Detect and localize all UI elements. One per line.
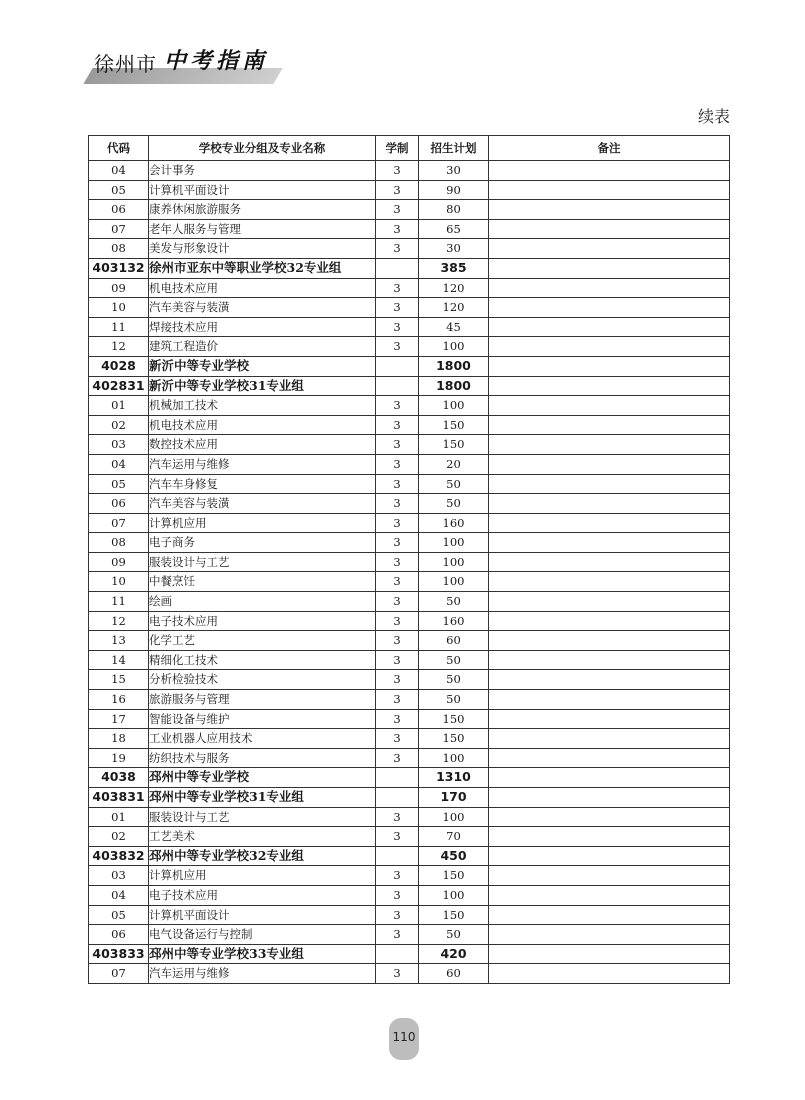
cell-note bbox=[489, 317, 730, 337]
cell-plan: 150 bbox=[419, 415, 489, 435]
cell-years: 3 bbox=[376, 885, 419, 905]
header-city: 徐州市 bbox=[94, 52, 157, 76]
cell-note bbox=[489, 219, 730, 239]
cell-code: 03 bbox=[89, 866, 149, 886]
cell-plan: 450 bbox=[419, 846, 489, 866]
cell-plan: 150 bbox=[419, 866, 489, 886]
cell-name: 服装设计与工艺 bbox=[149, 552, 376, 572]
cell-name: 旅游服务与管理 bbox=[149, 690, 376, 710]
table-row bbox=[89, 925, 730, 945]
cell-plan: 50 bbox=[419, 474, 489, 494]
cell-plan: 50 bbox=[419, 690, 489, 710]
cell-years: 3 bbox=[376, 337, 419, 357]
cell-name: 汽车美容与装潢 bbox=[149, 298, 376, 318]
cell-note bbox=[489, 180, 730, 200]
cell-name: 机电技术应用 bbox=[149, 415, 376, 435]
table-row bbox=[89, 317, 730, 337]
cell-note bbox=[489, 239, 730, 259]
cell-years: 3 bbox=[376, 592, 419, 612]
cell-code: 19 bbox=[89, 748, 149, 768]
cell-name: 汽车运用与维修 bbox=[149, 964, 376, 984]
table-row bbox=[89, 592, 730, 612]
table-row bbox=[89, 866, 730, 886]
cell-note bbox=[489, 376, 730, 396]
cell-note bbox=[489, 846, 730, 866]
cell-code: 403833 bbox=[89, 944, 149, 964]
cell-name: 服装设计与工艺 bbox=[149, 807, 376, 827]
table-row bbox=[89, 494, 730, 514]
cell-name: 计算机应用 bbox=[149, 866, 376, 886]
cell-note bbox=[489, 729, 730, 749]
cell-years: 3 bbox=[376, 161, 419, 181]
cell-note bbox=[489, 396, 730, 416]
cell-code: 08 bbox=[89, 239, 149, 259]
cell-years: 3 bbox=[376, 748, 419, 768]
cell-plan: 170 bbox=[419, 788, 489, 808]
table-row bbox=[89, 964, 730, 984]
cell-name: 化学工艺 bbox=[149, 631, 376, 651]
cell-plan: 30 bbox=[419, 239, 489, 259]
cell-years: 3 bbox=[376, 650, 419, 670]
cell-years: 3 bbox=[376, 533, 419, 553]
cell-years: 3 bbox=[376, 278, 419, 298]
cell-code: 11 bbox=[89, 317, 149, 337]
cell-plan: 100 bbox=[419, 572, 489, 592]
table-row bbox=[89, 298, 730, 318]
cell-plan: 100 bbox=[419, 807, 489, 827]
cell-note bbox=[489, 670, 730, 690]
table-row bbox=[89, 748, 730, 768]
cell-years: 3 bbox=[376, 513, 419, 533]
cell-plan: 1800 bbox=[419, 376, 489, 396]
cell-plan: 385 bbox=[419, 258, 489, 278]
cell-years bbox=[376, 356, 419, 376]
cell-note bbox=[489, 161, 730, 181]
cell-name: 计算机应用 bbox=[149, 513, 376, 533]
cell-name: 计算机平面设计 bbox=[149, 905, 376, 925]
cell-name: 绘画 bbox=[149, 592, 376, 612]
cell-code: 06 bbox=[89, 200, 149, 220]
table-row bbox=[89, 885, 730, 905]
column-header-name: 学校专业分组及专业名称 bbox=[149, 136, 376, 161]
cell-years bbox=[376, 846, 419, 866]
cell-code: 09 bbox=[89, 552, 149, 572]
cell-code: 01 bbox=[89, 396, 149, 416]
cell-years: 3 bbox=[376, 239, 419, 259]
cell-note bbox=[489, 748, 730, 768]
header-title: 中考指南 bbox=[164, 48, 269, 74]
cell-code: 01 bbox=[89, 807, 149, 827]
cell-plan: 100 bbox=[419, 748, 489, 768]
cell-years bbox=[376, 768, 419, 788]
cell-code: 14 bbox=[89, 650, 149, 670]
table-row bbox=[89, 572, 730, 592]
cell-plan: 50 bbox=[419, 925, 489, 945]
cell-code: 403132 bbox=[89, 258, 149, 278]
cell-note bbox=[489, 572, 730, 592]
cell-note bbox=[489, 415, 730, 435]
cell-years: 3 bbox=[376, 807, 419, 827]
table-row bbox=[89, 533, 730, 553]
cell-note bbox=[489, 611, 730, 631]
column-header-note: 备注 bbox=[489, 136, 730, 161]
cell-code: 09 bbox=[89, 278, 149, 298]
cell-code: 04 bbox=[89, 885, 149, 905]
cell-name: 电子商务 bbox=[149, 533, 376, 553]
table-header-row bbox=[89, 136, 730, 161]
cell-years: 3 bbox=[376, 396, 419, 416]
cell-note bbox=[489, 807, 730, 827]
cell-plan: 60 bbox=[419, 964, 489, 984]
cell-plan: 160 bbox=[419, 611, 489, 631]
cell-plan: 50 bbox=[419, 650, 489, 670]
cell-name: 汽车运用与维修 bbox=[149, 454, 376, 474]
cell-years: 3 bbox=[376, 866, 419, 886]
cell-plan: 100 bbox=[419, 885, 489, 905]
cell-years: 3 bbox=[376, 690, 419, 710]
table-group-row bbox=[89, 788, 730, 808]
cell-code: 07 bbox=[89, 964, 149, 984]
table-row bbox=[89, 435, 730, 455]
cell-code: 18 bbox=[89, 729, 149, 749]
cell-years: 3 bbox=[376, 474, 419, 494]
table-row bbox=[89, 690, 730, 710]
table-row bbox=[89, 454, 730, 474]
cell-plan: 100 bbox=[419, 552, 489, 572]
cell-years bbox=[376, 258, 419, 278]
column-header-plan: 招生计划 bbox=[419, 136, 489, 161]
table-row bbox=[89, 513, 730, 533]
table-row bbox=[89, 200, 730, 220]
cell-years: 3 bbox=[376, 905, 419, 925]
table-row bbox=[89, 650, 730, 670]
cell-plan: 150 bbox=[419, 435, 489, 455]
table-row bbox=[89, 219, 730, 239]
cell-years: 3 bbox=[376, 454, 419, 474]
cell-note bbox=[489, 885, 730, 905]
table-group-row bbox=[89, 846, 730, 866]
cell-years: 3 bbox=[376, 200, 419, 220]
cell-name: 新沂中等专业学校31专业组 bbox=[149, 376, 376, 396]
cell-name: 邳州中等专业学校31专业组 bbox=[149, 788, 376, 808]
cell-name: 机电技术应用 bbox=[149, 278, 376, 298]
cell-years: 3 bbox=[376, 729, 419, 749]
cell-name: 邳州中等专业学校 bbox=[149, 768, 376, 788]
table-row bbox=[89, 827, 730, 847]
cell-name: 电子技术应用 bbox=[149, 885, 376, 905]
cell-plan: 100 bbox=[419, 337, 489, 357]
cell-note bbox=[489, 337, 730, 357]
cell-note bbox=[489, 788, 730, 808]
cell-plan: 150 bbox=[419, 709, 489, 729]
table-row bbox=[89, 239, 730, 259]
table-group-row bbox=[89, 944, 730, 964]
cell-plan: 50 bbox=[419, 670, 489, 690]
cell-name: 电子技术应用 bbox=[149, 611, 376, 631]
cell-name: 邳州中等专业学校32专业组 bbox=[149, 846, 376, 866]
cell-years: 3 bbox=[376, 611, 419, 631]
table-body bbox=[89, 161, 730, 984]
cell-plan: 150 bbox=[419, 729, 489, 749]
cell-plan: 90 bbox=[419, 180, 489, 200]
cell-plan: 45 bbox=[419, 317, 489, 337]
cell-code: 02 bbox=[89, 827, 149, 847]
column-header-years: 学制 bbox=[376, 136, 419, 161]
cell-plan: 120 bbox=[419, 298, 489, 318]
cell-note bbox=[489, 513, 730, 533]
cell-name: 分析检验技术 bbox=[149, 670, 376, 690]
cell-name: 中餐烹饪 bbox=[149, 572, 376, 592]
cell-code: 05 bbox=[89, 180, 149, 200]
cell-plan: 100 bbox=[419, 533, 489, 553]
table-row bbox=[89, 905, 730, 925]
cell-note bbox=[489, 650, 730, 670]
cell-name: 会计事务 bbox=[149, 161, 376, 181]
cell-years bbox=[376, 376, 419, 396]
cell-plan: 50 bbox=[419, 494, 489, 514]
cell-note bbox=[489, 474, 730, 494]
cell-note bbox=[489, 592, 730, 612]
cell-code: 06 bbox=[89, 925, 149, 945]
cell-years bbox=[376, 944, 419, 964]
cell-name: 汽车车身修复 bbox=[149, 474, 376, 494]
cell-years: 3 bbox=[376, 415, 419, 435]
cell-years: 3 bbox=[376, 572, 419, 592]
table-group-row bbox=[89, 356, 730, 376]
continued-label: 续表 bbox=[697, 107, 730, 126]
cell-code: 04 bbox=[89, 161, 149, 181]
cell-name: 康养休闲旅游服务 bbox=[149, 200, 376, 220]
table-row bbox=[89, 631, 730, 651]
cell-code: 17 bbox=[89, 709, 149, 729]
cell-note bbox=[489, 866, 730, 886]
cell-name: 精细化工技术 bbox=[149, 650, 376, 670]
cell-note bbox=[489, 690, 730, 710]
cell-plan: 420 bbox=[419, 944, 489, 964]
cell-note bbox=[489, 258, 730, 278]
cell-code: 10 bbox=[89, 572, 149, 592]
cell-note bbox=[489, 356, 730, 376]
cell-years: 3 bbox=[376, 435, 419, 455]
cell-code: 04 bbox=[89, 454, 149, 474]
table-group-row bbox=[89, 376, 730, 396]
cell-code: 16 bbox=[89, 690, 149, 710]
cell-code: 03 bbox=[89, 435, 149, 455]
cell-note bbox=[489, 552, 730, 572]
cell-note bbox=[489, 944, 730, 964]
cell-name: 数控技术应用 bbox=[149, 435, 376, 455]
cell-code: 08 bbox=[89, 533, 149, 553]
cell-plan: 30 bbox=[419, 161, 489, 181]
column-header-code: 代码 bbox=[89, 136, 149, 161]
cell-plan: 65 bbox=[419, 219, 489, 239]
cell-note bbox=[489, 494, 730, 514]
table-group-row bbox=[89, 258, 730, 278]
cell-years: 3 bbox=[376, 709, 419, 729]
cell-code: 07 bbox=[89, 513, 149, 533]
cell-note bbox=[489, 533, 730, 553]
table-row bbox=[89, 729, 730, 749]
cell-name: 计算机平面设计 bbox=[149, 180, 376, 200]
cell-note bbox=[489, 200, 730, 220]
cell-years: 3 bbox=[376, 180, 419, 200]
cell-code: 4028 bbox=[89, 356, 149, 376]
table-row bbox=[89, 611, 730, 631]
book-header bbox=[88, 40, 288, 88]
cell-years: 3 bbox=[376, 827, 419, 847]
cell-note bbox=[489, 631, 730, 651]
table-row bbox=[89, 807, 730, 827]
cell-note bbox=[489, 964, 730, 984]
cell-plan: 1310 bbox=[419, 768, 489, 788]
cell-name: 美发与形象设计 bbox=[149, 239, 376, 259]
cell-years: 3 bbox=[376, 670, 419, 690]
table-group-row bbox=[89, 768, 730, 788]
enrollment-table bbox=[88, 135, 730, 984]
cell-note bbox=[489, 435, 730, 455]
table-row bbox=[89, 161, 730, 181]
table-row bbox=[89, 709, 730, 729]
cell-years: 3 bbox=[376, 317, 419, 337]
table-row bbox=[89, 552, 730, 572]
cell-years: 3 bbox=[376, 552, 419, 572]
cell-years: 3 bbox=[376, 219, 419, 239]
cell-years: 3 bbox=[376, 925, 419, 945]
cell-name: 焊接技术应用 bbox=[149, 317, 376, 337]
cell-code: 07 bbox=[89, 219, 149, 239]
cell-code: 13 bbox=[89, 631, 149, 651]
table-row bbox=[89, 278, 730, 298]
cell-plan: 120 bbox=[419, 278, 489, 298]
cell-note bbox=[489, 905, 730, 925]
cell-name: 汽车美容与装潢 bbox=[149, 494, 376, 514]
cell-name: 新沂中等专业学校 bbox=[149, 356, 376, 376]
cell-plan: 100 bbox=[419, 396, 489, 416]
cell-note bbox=[489, 454, 730, 474]
cell-name: 纺织技术与服务 bbox=[149, 748, 376, 768]
table-row bbox=[89, 415, 730, 435]
cell-note bbox=[489, 925, 730, 945]
cell-code: 05 bbox=[89, 905, 149, 925]
cell-name: 工业机器人应用技术 bbox=[149, 729, 376, 749]
cell-plan: 20 bbox=[419, 454, 489, 474]
table-row bbox=[89, 670, 730, 690]
cell-plan: 60 bbox=[419, 631, 489, 651]
cell-name: 徐州市亚东中等职业学校32专业组 bbox=[149, 258, 376, 278]
table-row bbox=[89, 396, 730, 416]
cell-years: 3 bbox=[376, 964, 419, 984]
cell-years bbox=[376, 788, 419, 808]
cell-plan: 1800 bbox=[419, 356, 489, 376]
cell-code: 05 bbox=[89, 474, 149, 494]
cell-note bbox=[489, 278, 730, 298]
cell-name: 智能设备与维护 bbox=[149, 709, 376, 729]
cell-code: 403831 bbox=[89, 788, 149, 808]
cell-plan: 80 bbox=[419, 200, 489, 220]
cell-note bbox=[489, 298, 730, 318]
cell-code: 4038 bbox=[89, 768, 149, 788]
cell-plan: 70 bbox=[419, 827, 489, 847]
cell-code: 15 bbox=[89, 670, 149, 690]
cell-code: 402831 bbox=[89, 376, 149, 396]
cell-name: 电气设备运行与控制 bbox=[149, 925, 376, 945]
cell-note bbox=[489, 827, 730, 847]
table-row bbox=[89, 474, 730, 494]
cell-name: 机械加工技术 bbox=[149, 396, 376, 416]
page-number: 110 bbox=[392, 1030, 416, 1044]
cell-code: 12 bbox=[89, 337, 149, 357]
cell-years: 3 bbox=[376, 298, 419, 318]
table-row bbox=[89, 180, 730, 200]
cell-years: 3 bbox=[376, 494, 419, 514]
cell-code: 12 bbox=[89, 611, 149, 631]
cell-note bbox=[489, 709, 730, 729]
cell-code: 11 bbox=[89, 592, 149, 612]
cell-code: 10 bbox=[89, 298, 149, 318]
cell-note bbox=[489, 768, 730, 788]
cell-name: 工艺美术 bbox=[149, 827, 376, 847]
cell-plan: 50 bbox=[419, 592, 489, 612]
cell-code: 06 bbox=[89, 494, 149, 514]
cell-plan: 150 bbox=[419, 905, 489, 925]
cell-name: 老年人服务与管理 bbox=[149, 219, 376, 239]
cell-code: 02 bbox=[89, 415, 149, 435]
cell-years: 3 bbox=[376, 631, 419, 651]
cell-code: 403832 bbox=[89, 846, 149, 866]
cell-plan: 160 bbox=[419, 513, 489, 533]
cell-name: 建筑工程造价 bbox=[149, 337, 376, 357]
cell-name: 邳州中等专业学校33专业组 bbox=[149, 944, 376, 964]
table-row bbox=[89, 337, 730, 357]
